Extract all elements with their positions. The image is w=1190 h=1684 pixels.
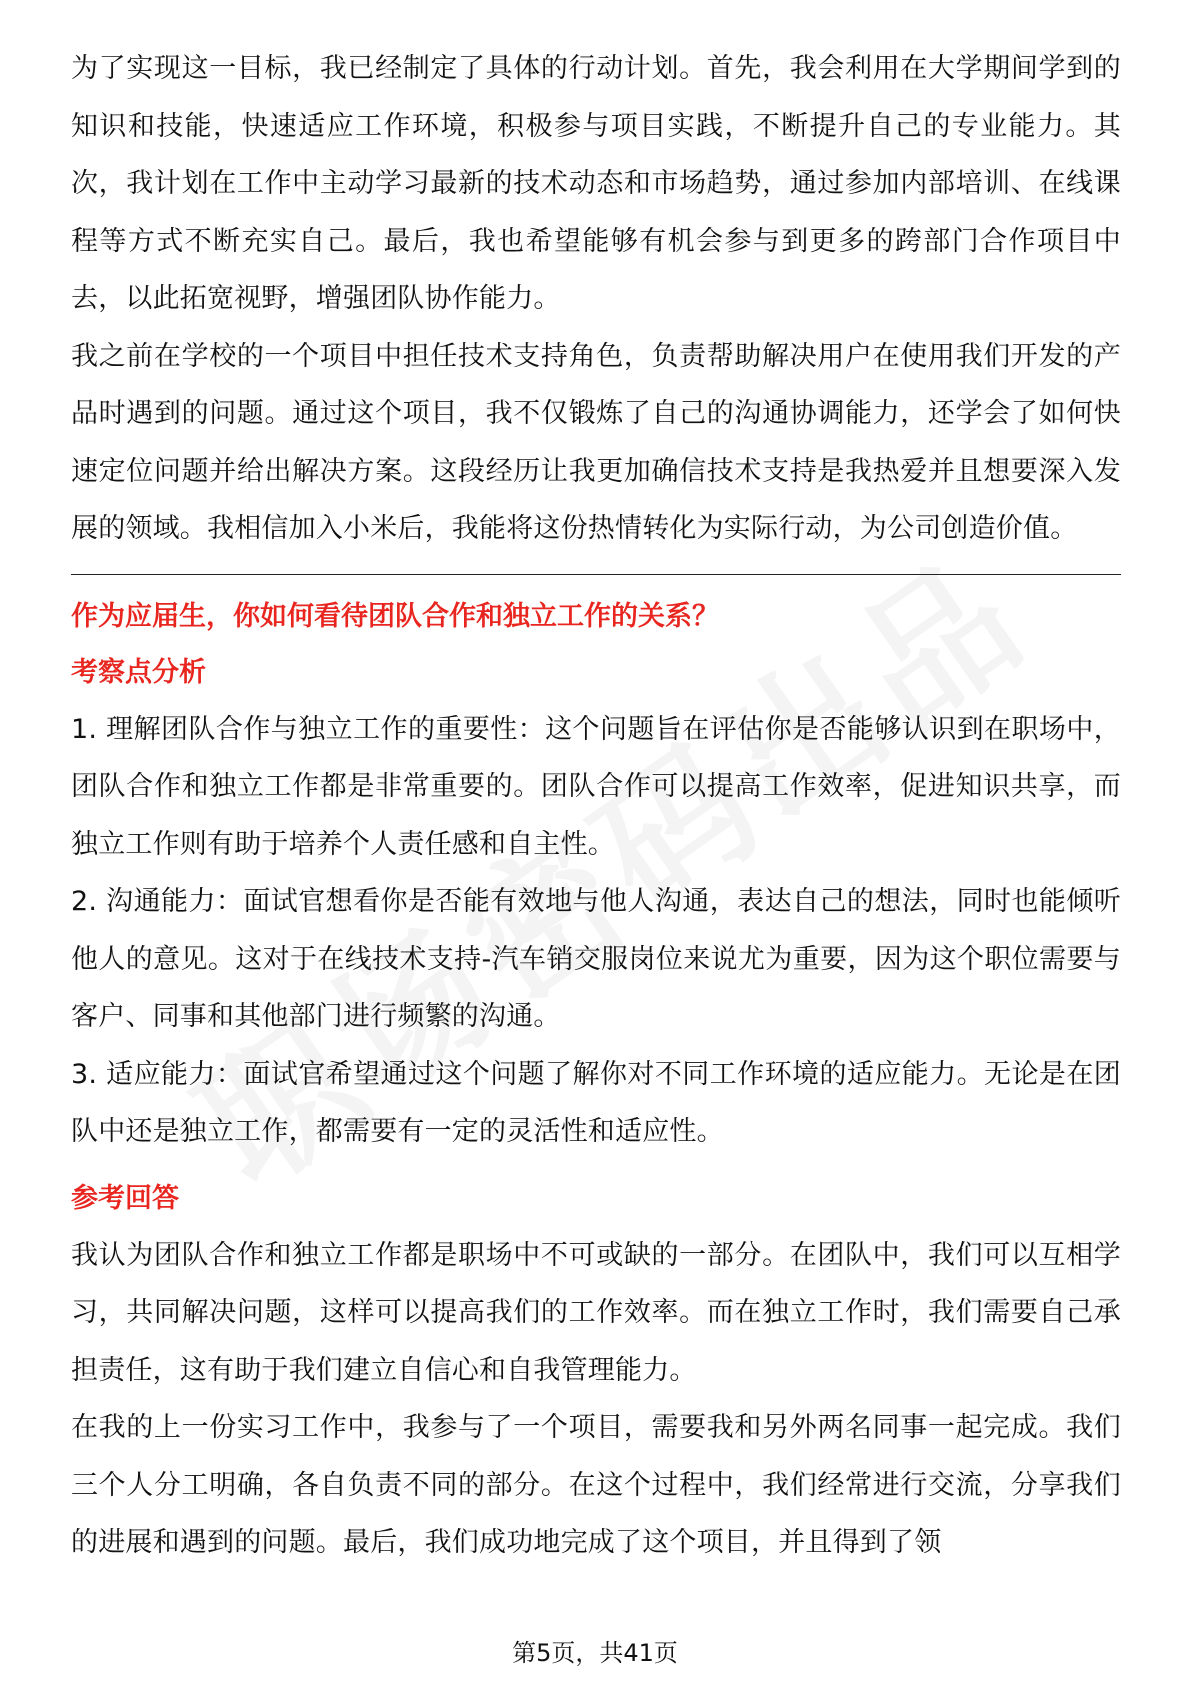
page-number: 第5页，共41页 [512, 1639, 678, 1667]
answer-heading: 参考回答 [71, 1182, 179, 1214]
page-content [71, 40, 1121, 1572]
analysis-heading: 考察点分析 [71, 656, 206, 688]
question-title: 作为应届生，你如何看待团队合作和独立工作的关系？ [71, 600, 719, 632]
analysis-point-3: 3. 适应能力：面试官希望通过这个问题了解你对不同工作环境的适应能力。无论是在团队中还是独立工作，都需要有一定的灵活性和适应性。 [71, 1058, 1121, 1147]
intro-paragraph-2: 我之前在学校的一个项目中担任技术支持角色，负责帮助解决用户在使用我们开发的产品时遇到的问题。通过这个项目，我不仅锻炼了自己的沟通协调能力，还学会了如何快速定位问题并给出解决方案。这段经历让我更加确信技术支持是我热爱并且想要深入发展的领域。我相信加入小米后，我能将这份热情转化为实际行动，为公司创造价值。 [71, 340, 1121, 544]
answer-paragraph-2: 在我的上一份实习工作中，我参与了一个项目，需要我和另外两名同事一起完成。我们三个人分工明确，各自负责不同的部分。在这个过程中，我们经常进行交流，分享我们的进展和遇到的问题。最后，我们成功地完成了这个项目，并且得到了领 [71, 1412, 1121, 1558]
section-divider [71, 574, 1121, 575]
intro-paragraph-1: 为了实现这一目标，我已经制定了具体的行动计划。首先，我会利用在大学期间学到的知识和技能，快速适应工作环境，积极参与项目实践，不断提升自己的专业能力。其次，我计划在工作中主动学习最新的技术动态和市场趋势，通过参加内部培训、在线课程等方式不断充实自己。最后，我也希望能够有机会参与到更多的跨部门合作项目中去，以此拓宽视野，增强团队协作能力。 [71, 53, 1121, 314]
answer-paragraph-1: 我认为团队合作和独立工作都是职场中不可或缺的一部分。在团队中，我们可以互相学习，共同解决问题，这样可以提高我们的工作效率。而在独立工作时，我们需要自己承担责任，这有助于我们建立自信心和自我管理能力。 [71, 1239, 1121, 1386]
analysis-point-2: 2. 沟通能力：面试官想看你是否能有效地与他人沟通，表达自己的想法，同时也能倾听他人的意见。这对于在线技术支持-汽车销交服岗位来说尤为重要，因为这个职位需要与客户、同事和其他部门进行频繁的沟通。 [71, 886, 1121, 1032]
analysis-point-1: 1. 理解团队合作与独立工作的重要性：这个问题旨在评估你是否能够认识到在职场中，团队合作和独立工作都是非常重要的。团队合作可以提高工作效率，促进知识共享，而独立工作则有助于培养个人责任感和自主性。 [71, 713, 1121, 860]
